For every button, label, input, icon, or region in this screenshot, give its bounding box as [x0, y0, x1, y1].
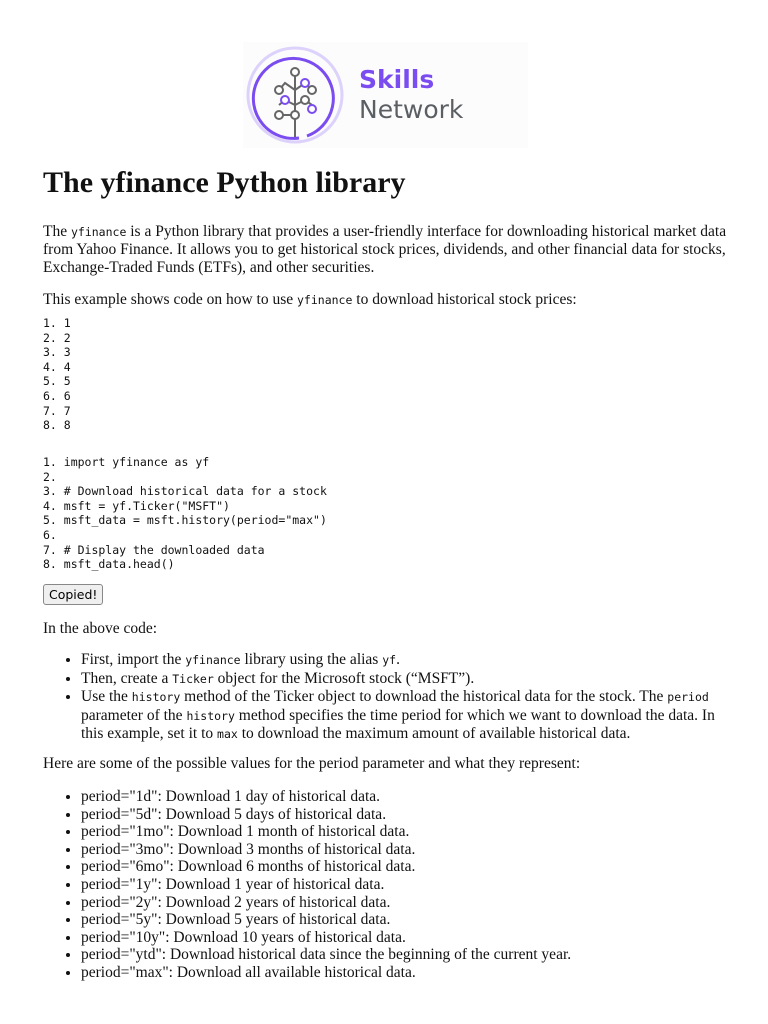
code-line: 2.	[43, 469, 64, 484]
code-line: 8. msft_data.head()	[43, 557, 175, 572]
code-line: 1. 1	[43, 316, 71, 330]
list-item: • Use the history method of the Ticker object to download the historical data for the stock. The period parameter of the history method specifies the time period for which we want to download the data. In this example, set it to max to download the maximum amount of available historical data.	[81, 688, 741, 744]
code-line: 3. 3	[43, 345, 71, 360]
period-item: • period="1y": Download 1 year of historical data.	[81, 876, 741, 894]
code-line: 5. 5	[43, 374, 71, 389]
period-item: • period="5y": Download 5 years of historical data.	[81, 911, 741, 929]
list-item: • Then, create a Ticker object for the Microsoft stock (“MSFT”).	[81, 670, 741, 689]
code-line: 4. 4	[43, 359, 71, 374]
logo-line2: Network	[359, 95, 464, 124]
period-item: • period="5d": Download 5 days of historical data.	[81, 806, 741, 824]
code-line: 4. msft = yf.Ticker("MSFT")	[43, 498, 230, 513]
code-line: 3. # Download historical data for a stock	[43, 484, 327, 499]
period-item: • period="3mo": Download 3 months of historical data.	[81, 841, 741, 859]
code-line: 1. import yfinance as yf	[43, 455, 210, 469]
explain-heading: In the above code:	[43, 620, 158, 637]
period-item: • period="ytd": Download historical data since the beginning of the current year.	[81, 946, 741, 964]
example-paragraph: This example shows code on how to use yfinance to download historical stock prices:	[43, 291, 577, 308]
period-item: • period="1d": Download 1 day of historical data.	[81, 788, 741, 806]
logo-line1: Skills	[359, 65, 435, 94]
period-list	[43, 788, 741, 982]
code-line: 7. # Display the downloaded data	[43, 542, 265, 557]
explain-list	[43, 651, 741, 744]
period-item: • period="6mo": Download 6 months of historical data.	[81, 858, 741, 876]
skills-network-logo	[243, 42, 528, 148]
intro-paragraph: The yfinance is a Python library that provides a user-friendly interface for downloading historical market data from Yahoo Finance. It allows you to get historical stock prices, dividends, and other financial data for stocks, Exchange-Traded Funds (ETFs), and other securities.	[43, 223, 727, 276]
period-item: • period="max": Download all available historical data.	[81, 964, 741, 982]
code-line: 6. 6	[43, 388, 71, 403]
code-block	[43, 455, 327, 572]
period-item: • period="1mo": Download 1 month of historical data.	[81, 823, 741, 841]
code-line: 8. 8	[43, 418, 71, 433]
copy-button[interactable]: Copied!	[43, 584, 103, 605]
page-title: The yfinance Python library	[43, 166, 406, 199]
code-line: 5. msft_data = msft.history(period="max")	[43, 513, 327, 528]
list-item: • First, import the yfinance library using the alias yf.	[81, 651, 741, 670]
period-heading: Here are some of the possible values for the period parameter and what they represent:	[43, 755, 581, 772]
period-item: • period="2y": Download 2 years of historical data.	[81, 894, 741, 912]
code-line: 7. 7	[43, 403, 71, 418]
tree-network-icon	[245, 45, 345, 145]
code-line: 2. 2	[43, 330, 71, 345]
period-item: • period="10y": Download 10 years of historical data.	[81, 929, 741, 947]
line-numbers-block	[43, 316, 71, 433]
code-line: 6.	[43, 527, 64, 542]
